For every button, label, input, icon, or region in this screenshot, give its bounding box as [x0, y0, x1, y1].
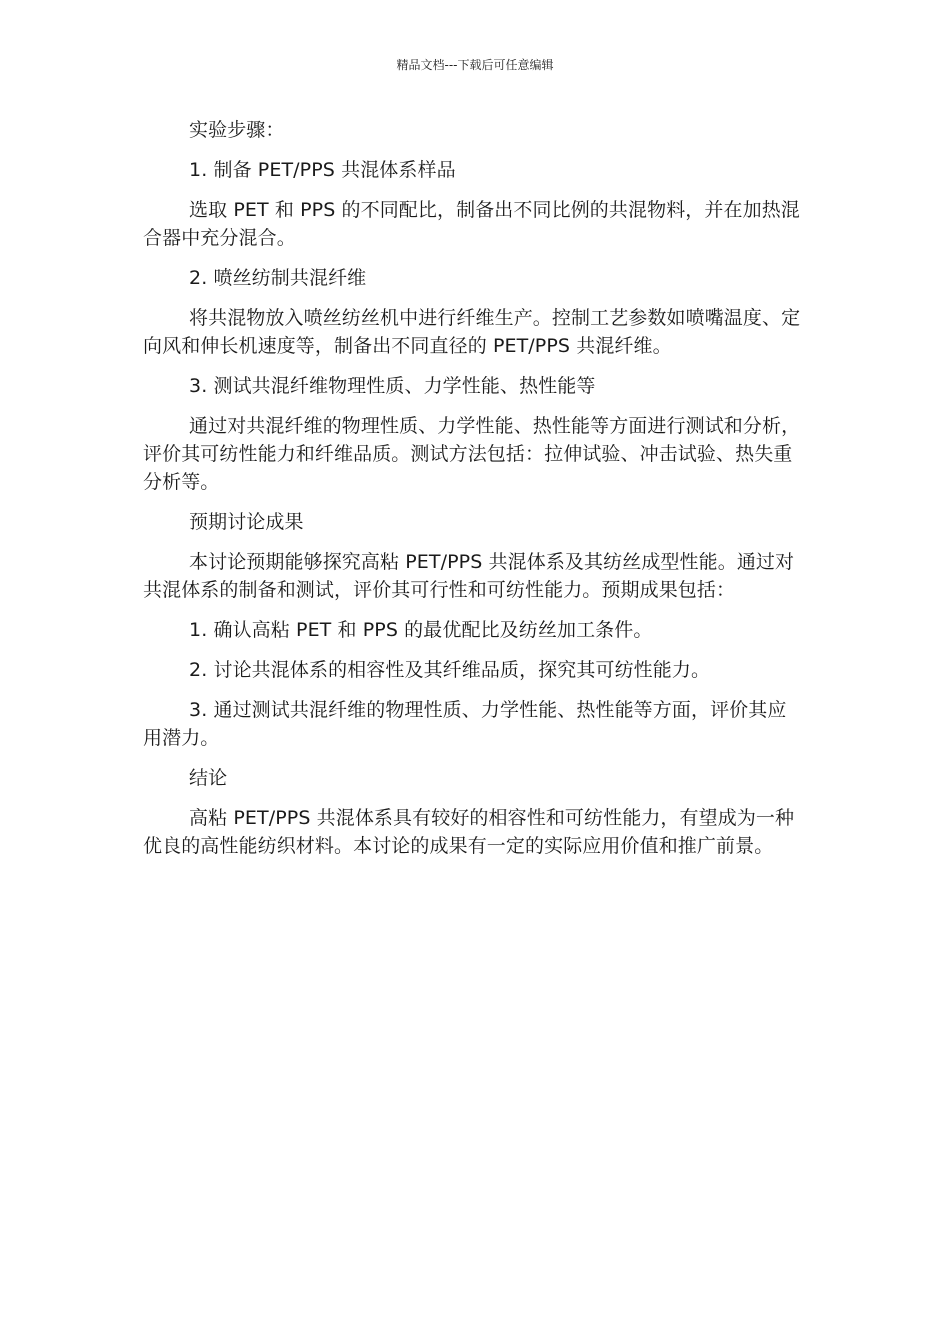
expected-result-item-1: 1. 确认高粘 PET 和 PPS 的最优配比及纺丝加工条件。 [189, 619, 653, 641]
step-body-2: 将共混物放入喷丝纺丝机中进行纤维生产。控制工艺参数如喷嘴温度、定向风和伸长机速度等，制备出不同直径的 PET/PPS 共混纤维。 [143, 307, 801, 357]
document-body [143, 116, 803, 872]
expected-results-intro: 本讨论预期能够探究高粘 PET/PPS 共混体系及其纺丝成型性能。通过对共混体系的制备和测试，评价其可行性和可纺性能力。预期成果包括： [143, 551, 795, 601]
step-body-1: 选取 PET 和 PPS 的不同配比，制备出不同比例的共混物料，并在加热混合器中充分混合。 [143, 199, 800, 249]
section-heading-conclusion: 结论 [189, 767, 228, 789]
page-header: 精品文档---下载后可任意编辑 [396, 58, 554, 72]
conclusion-body: 高粘 PET/PPS 共混体系具有较好的相容性和可纺性能力，有望成为一种优良的高性能纺织材料。本讨论的成果有一定的实际应用价值和推广前景。 [143, 807, 795, 857]
section-heading-experiment-steps: 实验步骤： [189, 119, 285, 141]
expected-result-item-2: 2. 讨论共混体系的相容性及其纤维品质，探究其可纺性能力。 [189, 659, 711, 681]
step-heading-1: 1. 制备 PET/PPS 共混体系样品 [189, 159, 456, 181]
step-heading-2: 2. 喷丝纺制共混纤维 [189, 267, 367, 289]
expected-result-item-3: 3. 通过测试共混纤维的物理性质、力学性能、热性能等方面，评价其应用潜力。 [143, 699, 787, 749]
section-heading-expected-results: 预期讨论成果 [189, 511, 304, 533]
step-body-3: 通过对共混纤维的物理性质、力学性能、热性能等方面进行测试和分析，评价其可纺性能力和纤维品质。测试方法包括：拉伸试验、冲击试验、热失重分析等。 [143, 415, 801, 493]
step-heading-3: 3. 测试共混纤维物理性质、力学性能、热性能等 [189, 375, 596, 397]
